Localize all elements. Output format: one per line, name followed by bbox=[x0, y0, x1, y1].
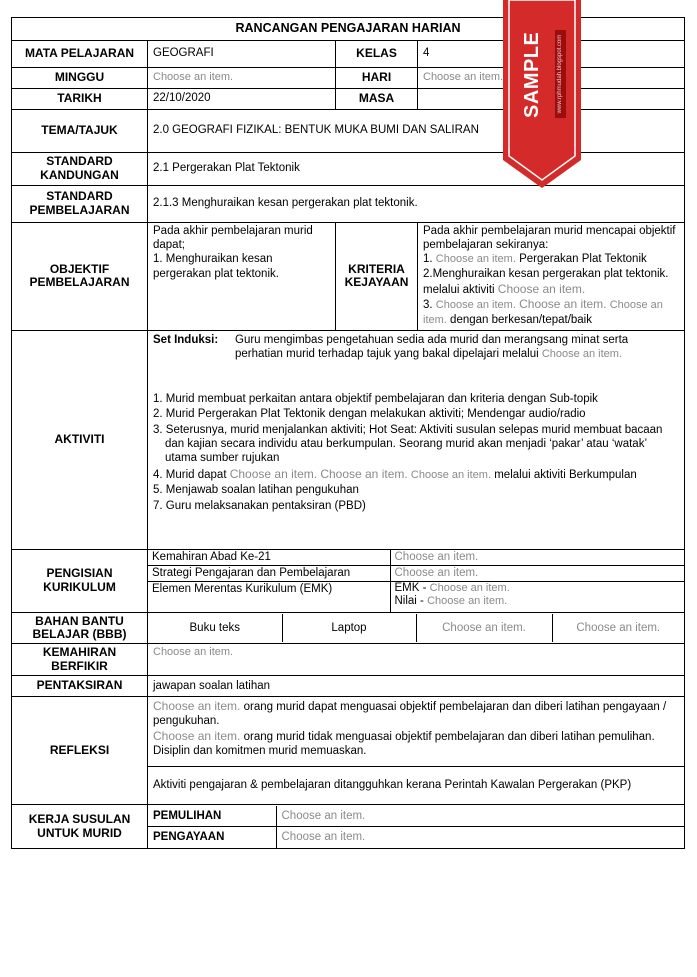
kriteria-content[interactable] bbox=[418, 222, 685, 330]
bbb-table bbox=[148, 614, 684, 642]
watermark-text: SAMPLE bbox=[521, 31, 543, 118]
kriteria-1-dropdown[interactable]: Choose an item. bbox=[435, 253, 516, 266]
aktiviti-content[interactable] bbox=[148, 330, 685, 549]
kriteria-3-dropdown-a[interactable]: Choose an item. bbox=[435, 298, 516, 311]
pengisian-table bbox=[148, 550, 684, 612]
value-tarikh[interactable]: 22/10/2020 bbox=[148, 88, 336, 109]
kriteria-item-2: 2.Menghuraikan kesan pergerakan plat tektonik. melalui aktiviti Choose an item. bbox=[423, 268, 669, 296]
label-bbb: BAHAN BANTU BELAJAR (BBB) bbox=[12, 612, 148, 643]
aktiviti-item: 1. Murid membuat perkaitan antara objektif pembelajaran dan kriteria dengan Sub-topik bbox=[153, 392, 598, 405]
pengisian-content bbox=[148, 549, 685, 612]
set-induksi-dropdown[interactable]: Choose an item. bbox=[541, 348, 622, 360]
label-kelas: KELAS bbox=[336, 40, 418, 67]
kriteria-intro: Pada akhir pembelajaran murid mencapai objektif pembelajaran sekiranya: bbox=[423, 224, 676, 251]
kriteria-3-dropdown-b[interactable]: Choose an item. bbox=[519, 296, 607, 311]
refleksi-line-1: Choose an item. orang murid dapat menguasai objektif pembelajaran dan diberi latihan pengayaan / pengukuhan. bbox=[153, 699, 667, 728]
aktiviti-item: 2. Murid Pergerakan Plat Tektonik dengan melakukan aktiviti; Mendengar audio/radio bbox=[153, 408, 586, 421]
aktiviti-item: 7. Guru melaksanakan pentaksiran (PBD) bbox=[153, 499, 366, 512]
kriteria-3-dropdown-c[interactable]: Choose an item. bbox=[423, 298, 663, 326]
value-kelas[interactable]: 4 bbox=[418, 40, 685, 67]
hari-dropdown[interactable]: Choose an item. bbox=[418, 67, 685, 88]
label-tarikh: TARIKH bbox=[12, 88, 148, 109]
aktiviti-item-4: 4. Murid dapat Choose an item. Choose an item. Choose an item. melalui aktiviti Berkumpulan bbox=[153, 466, 637, 481]
pengisian-strategi: Strategi Pengajaran dan Pembelajaran bbox=[148, 566, 390, 582]
bbb-dropdown-2[interactable]: Choose an item. bbox=[552, 614, 684, 642]
watermark-small-text: www.rphmudah.blogspot.com bbox=[555, 30, 566, 118]
label-pengisian: PENGISIAN KURIKULUM bbox=[12, 549, 148, 612]
rph-document bbox=[11, 17, 684, 849]
abad21-dropdown[interactable]: Choose an item. bbox=[390, 550, 684, 566]
emk-nilai-cell bbox=[390, 582, 684, 612]
label-kriteria: KRITERIA KEJAYAAN bbox=[336, 222, 418, 330]
aktiviti-4-dropdown-b[interactable]: Choose an item. bbox=[320, 466, 408, 481]
refleksi-content[interactable] bbox=[148, 697, 685, 767]
label-standard-pembelajaran: STANDARD PEMBELAJARAN bbox=[12, 185, 148, 222]
refleksi-line-2: Choose an item. orang murid tidak menguasai objektif pembelajaran dan diberi latihan pemulihan. Disiplin dan komitmen murid memuaskan. bbox=[153, 728, 655, 758]
kerja-table bbox=[148, 806, 684, 848]
aktiviti-4-dropdown-a[interactable]: Choose an item. bbox=[229, 466, 318, 481]
refleksi-1-dropdown[interactable]: Choose an item. bbox=[153, 699, 241, 713]
label-tema: TEMA/TAJUK bbox=[12, 109, 148, 152]
strategi-dropdown[interactable]: Choose an item. bbox=[390, 566, 684, 582]
emk-row: EMK - Choose an item. bbox=[394, 582, 510, 595]
label-pengayaan: PENGAYAAN bbox=[148, 827, 276, 848]
set-induksi bbox=[153, 333, 679, 362]
label-standard-kandungan: STANDARD KANDUNGAN bbox=[12, 152, 148, 185]
value-standard-pembelajaran[interactable]: 2.1.3 Menghuraikan kesan pergerakan plat tektonik. bbox=[148, 185, 685, 222]
rph-table bbox=[11, 17, 685, 849]
objektif-content[interactable] bbox=[148, 222, 336, 330]
label-kerja-susulan: KERJA SUSULAN UNTUK MURID bbox=[12, 805, 148, 849]
label-pemulihan: PEMULIHAN bbox=[148, 806, 276, 827]
kriteria-item-3: 3. Choose an item. Choose an item. Choose an item. dengan berkesan/tepat/baik bbox=[423, 296, 663, 326]
aktiviti-item: 3. Seterusnya, murid menjalankan aktiviti; Hot Seat: Aktiviti susulan selepas murid membuat bacaan dan kajian secara individu atau berkumpulan. Seorang murid akan menjadi ‘pakar’ atau ‘watak’ utama sumber rujukan bbox=[153, 423, 663, 465]
pengisian-emk: Elemen Merentas Kurikulum (EMK) bbox=[148, 582, 390, 612]
refleksi-note[interactable]: Aktiviti pengajaran & pembelajaran ditangguhkan kerana Perintah Kawalan Pergerakan (PKP) bbox=[148, 767, 685, 805]
set-induksi-label: Set Induksi: bbox=[153, 333, 219, 346]
document-title: RANCANGAN PENGAJARAN HARIAN bbox=[12, 18, 685, 41]
emk-dropdown[interactable]: Choose an item. bbox=[429, 582, 510, 595]
objektif-item: 1. Menghuraikan kesan pergerakan plat tektonik. bbox=[153, 253, 279, 280]
kemahiran-dropdown[interactable]: Choose an item. bbox=[148, 644, 685, 676]
value-standard-kandungan[interactable]: 2.1 Pergerakan Plat Tektonik bbox=[148, 152, 685, 185]
bbb-item-2[interactable]: Laptop bbox=[282, 614, 416, 642]
minggu-dropdown[interactable]: Choose an item. bbox=[148, 67, 336, 88]
value-tema[interactable]: 2.0 GEOGRAFI FIZIKAL: BENTUK MUKA BUMI DAN SALIRAN bbox=[148, 109, 685, 152]
bbb-dropdown-1[interactable]: Choose an item. bbox=[416, 614, 552, 642]
label-masa: MASA bbox=[336, 88, 418, 109]
aktiviti-4-dropdown-c[interactable]: Choose an item. bbox=[410, 468, 492, 481]
aktiviti-list bbox=[153, 392, 679, 513]
label-kemahiran-berfikir: KEMAHIRAN BERFIKIR bbox=[12, 644, 148, 676]
label-refleksi: REFLEKSI bbox=[12, 697, 148, 805]
label-minggu: MINGGU bbox=[12, 67, 148, 88]
pengisian-abad21: Kemahiran Abad Ke-21 bbox=[148, 550, 390, 566]
value-mata-pelajaran[interactable]: GEOGRAFI bbox=[148, 40, 336, 67]
label-hari: HARI bbox=[336, 67, 418, 88]
label-aktiviti: AKTIVITI bbox=[12, 330, 148, 549]
aktiviti-item: 5. Menjawab soalan latihan pengukuhan bbox=[153, 484, 359, 497]
pengayaan-dropdown[interactable]: Choose an item. bbox=[276, 827, 684, 848]
pemulihan-dropdown[interactable]: Choose an item. bbox=[276, 806, 684, 827]
objektif-intro: Pada akhir pembelajaran murid dapat; bbox=[153, 224, 313, 251]
bbb-item-1[interactable]: Buku teks bbox=[148, 614, 282, 642]
refleksi-2-dropdown[interactable]: Choose an item. bbox=[153, 728, 241, 743]
nilai-row: Nilai - Choose an item. bbox=[394, 595, 508, 608]
label-mata-pelajaran: MATA PELAJARAN bbox=[12, 40, 148, 67]
set-induksi-text: Guru mengimbas pengetahuan sedia ada murid dan merangsang minat serta perhatian murid terhadap tajuk yang bakal dipelajari melalui Choose an item. bbox=[235, 333, 629, 360]
sample-watermark-ribbon bbox=[503, 0, 581, 188]
value-pentaksiran[interactable]: jawapan soalan latihan bbox=[148, 676, 685, 697]
kriteria-item-1: 1. Choose an item. Pergerakan Plat Tektonik bbox=[423, 253, 647, 266]
kriteria-2-dropdown[interactable]: Choose an item. bbox=[497, 281, 586, 296]
kerja-content bbox=[148, 805, 685, 849]
label-pentaksiran: PENTAKSIRAN bbox=[12, 676, 148, 697]
bbb-content bbox=[148, 612, 685, 643]
label-objektif: OBJEKTIF PEMBELAJARAN bbox=[12, 222, 148, 330]
nilai-dropdown[interactable]: Choose an item. bbox=[427, 595, 508, 608]
